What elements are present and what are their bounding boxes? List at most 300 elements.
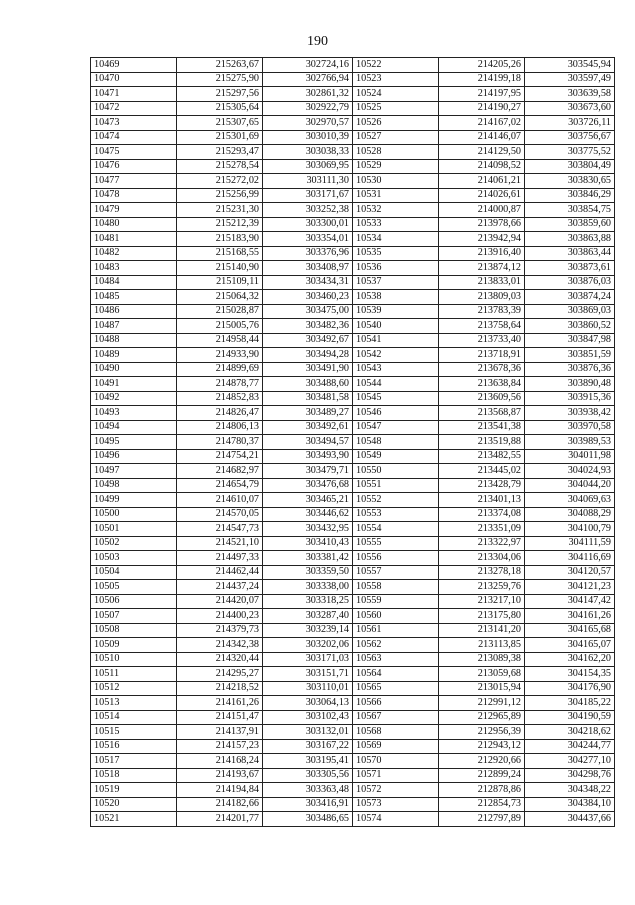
cell-point-number: 10509: [91, 638, 177, 653]
cell-point-number: 10551: [353, 478, 439, 493]
table-row: [91, 72, 615, 87]
cell-x-coordinate: 214878,77: [177, 377, 263, 392]
table-row: [91, 174, 615, 189]
cell-y-coordinate: 303300,01: [263, 217, 353, 232]
cell-point-number: 10550: [353, 464, 439, 479]
cell-x-coordinate: 214137,91: [177, 725, 263, 740]
table-row: [91, 681, 615, 696]
table-row: [91, 58, 615, 73]
cell-y-coordinate: 303876,03: [525, 275, 615, 290]
table-row: [91, 319, 615, 334]
cell-point-number: 10573: [353, 797, 439, 812]
cell-x-coordinate: 213758,64: [439, 319, 525, 334]
cell-x-coordinate: 214570,05: [177, 507, 263, 522]
cell-x-coordinate: 214194,84: [177, 783, 263, 798]
cell-y-coordinate: 303305,56: [263, 768, 353, 783]
table-row: [91, 551, 615, 566]
cell-point-number: 10507: [91, 609, 177, 624]
table-row: [91, 478, 615, 493]
cell-x-coordinate: 214168,24: [177, 754, 263, 769]
cell-x-coordinate: 215231,30: [177, 203, 263, 218]
cell-point-number: 10489: [91, 348, 177, 363]
cell-y-coordinate: 303874,24: [525, 290, 615, 305]
cell-point-number: 10491: [91, 377, 177, 392]
cell-point-number: 10516: [91, 739, 177, 754]
cell-y-coordinate: 303064,13: [263, 696, 353, 711]
cell-y-coordinate: 303381,42: [263, 551, 353, 566]
cell-y-coordinate: 303038,33: [263, 145, 353, 160]
cell-point-number: 10548: [353, 435, 439, 450]
cell-point-number: 10572: [353, 783, 439, 798]
cell-x-coordinate: 213809,03: [439, 290, 525, 305]
table-row: [91, 377, 615, 392]
cell-y-coordinate: 303482,36: [263, 319, 353, 334]
cell-y-coordinate: 303989,53: [525, 435, 615, 450]
cell-x-coordinate: 214958,44: [177, 333, 263, 348]
cell-y-coordinate: 304244,77: [525, 739, 615, 754]
cell-point-number: 10533: [353, 217, 439, 232]
cell-point-number: 10481: [91, 232, 177, 247]
cell-y-coordinate: 303338,00: [263, 580, 353, 595]
cell-point-number: 10500: [91, 507, 177, 522]
cell-x-coordinate: 214295,27: [177, 667, 263, 682]
cell-y-coordinate: 304165,68: [525, 623, 615, 638]
cell-y-coordinate: 303202,06: [263, 638, 353, 653]
cell-x-coordinate: 214193,67: [177, 768, 263, 783]
cell-y-coordinate: 303363,48: [263, 783, 353, 798]
table-row: [91, 348, 615, 363]
cell-point-number: 10553: [353, 507, 439, 522]
cell-point-number: 10512: [91, 681, 177, 696]
cell-x-coordinate: 214933,90: [177, 348, 263, 363]
cell-point-number: 10482: [91, 246, 177, 261]
cell-x-coordinate: 214682,97: [177, 464, 263, 479]
cell-y-coordinate: 303408,97: [263, 261, 353, 276]
cell-y-coordinate: 303673,60: [525, 101, 615, 116]
cell-x-coordinate: 212878,86: [439, 783, 525, 798]
table-row: [91, 333, 615, 348]
table-row: [91, 101, 615, 116]
cell-point-number: 10541: [353, 333, 439, 348]
cell-y-coordinate: 303851,59: [525, 348, 615, 363]
cell-x-coordinate: 214462,44: [177, 565, 263, 580]
cell-y-coordinate: 303479,71: [263, 464, 353, 479]
cell-x-coordinate: 215064,32: [177, 290, 263, 305]
cell-y-coordinate: 304044,20: [525, 478, 615, 493]
cell-x-coordinate: 214205,26: [439, 58, 525, 73]
cell-point-number: 10508: [91, 623, 177, 638]
table-row: [91, 130, 615, 145]
cell-point-number: 10513: [91, 696, 177, 711]
cell-y-coordinate: 304154,35: [525, 667, 615, 682]
cell-point-number: 10517: [91, 754, 177, 769]
cell-point-number: 10474: [91, 130, 177, 145]
cell-x-coordinate: 215297,56: [177, 87, 263, 102]
cell-x-coordinate: 214151,47: [177, 710, 263, 725]
cell-y-coordinate: 304165,07: [525, 638, 615, 653]
cell-point-number: 10527: [353, 130, 439, 145]
cell-x-coordinate: 213445,02: [439, 464, 525, 479]
cell-y-coordinate: 303111,30: [263, 174, 353, 189]
cell-point-number: 10559: [353, 594, 439, 609]
cell-point-number: 10563: [353, 652, 439, 667]
cell-point-number: 10485: [91, 290, 177, 305]
table-row: [91, 362, 615, 377]
cell-y-coordinate: 303287,40: [263, 609, 353, 624]
cell-x-coordinate: 213259,76: [439, 580, 525, 595]
table-row: [91, 754, 615, 769]
cell-point-number: 10529: [353, 159, 439, 174]
table-row: [91, 536, 615, 551]
cell-x-coordinate: 212965,89: [439, 710, 525, 725]
cell-y-coordinate: 304147,42: [525, 594, 615, 609]
cell-x-coordinate: 212956,39: [439, 725, 525, 740]
cell-point-number: 10534: [353, 232, 439, 247]
cell-y-coordinate: 304190,59: [525, 710, 615, 725]
cell-point-number: 10571: [353, 768, 439, 783]
cell-point-number: 10514: [91, 710, 177, 725]
cell-y-coordinate: 303102,43: [263, 710, 353, 725]
cell-y-coordinate: 302766,94: [263, 72, 353, 87]
cell-point-number: 10499: [91, 493, 177, 508]
cell-point-number: 10501: [91, 522, 177, 537]
cell-y-coordinate: 303252,38: [263, 203, 353, 218]
cell-x-coordinate: 214342,38: [177, 638, 263, 653]
cell-x-coordinate: 213519,88: [439, 435, 525, 450]
cell-x-coordinate: 212991,12: [439, 696, 525, 711]
cell-x-coordinate: 213278,18: [439, 565, 525, 580]
cell-y-coordinate: 303775,52: [525, 145, 615, 160]
cell-x-coordinate: 213733,40: [439, 333, 525, 348]
cell-x-coordinate: 215140,90: [177, 261, 263, 276]
cell-y-coordinate: 303465,21: [263, 493, 353, 508]
table-row: [91, 580, 615, 595]
cell-point-number: 10547: [353, 420, 439, 435]
table-row: [91, 797, 615, 812]
cell-y-coordinate: 302970,57: [263, 116, 353, 131]
table-row: [91, 87, 615, 102]
cell-point-number: 10540: [353, 319, 439, 334]
cell-y-coordinate: 303132,01: [263, 725, 353, 740]
cell-point-number: 10515: [91, 725, 177, 740]
table-row: [91, 710, 615, 725]
cell-x-coordinate: 214806,13: [177, 420, 263, 435]
cell-point-number: 10476: [91, 159, 177, 174]
cell-y-coordinate: 303830,65: [525, 174, 615, 189]
cell-y-coordinate: 302922,79: [263, 101, 353, 116]
cell-point-number: 10537: [353, 275, 439, 290]
cell-y-coordinate: 304121,23: [525, 580, 615, 595]
cell-y-coordinate: 303359,50: [263, 565, 353, 580]
cell-x-coordinate: 212899,24: [439, 768, 525, 783]
cell-y-coordinate: 303434,31: [263, 275, 353, 290]
cell-x-coordinate: 213374,08: [439, 507, 525, 522]
cell-point-number: 10477: [91, 174, 177, 189]
cell-x-coordinate: 213978,66: [439, 217, 525, 232]
cell-x-coordinate: 214610,07: [177, 493, 263, 508]
cell-y-coordinate: 304218,62: [525, 725, 615, 740]
cell-x-coordinate: 214654,79: [177, 478, 263, 493]
cell-point-number: 10544: [353, 377, 439, 392]
cell-y-coordinate: 303915,36: [525, 391, 615, 406]
cell-point-number: 10473: [91, 116, 177, 131]
cell-y-coordinate: 303151,71: [263, 667, 353, 682]
cell-y-coordinate: 304069,63: [525, 493, 615, 508]
cell-x-coordinate: 213783,39: [439, 304, 525, 319]
cell-x-coordinate: 215272,02: [177, 174, 263, 189]
cell-point-number: 10566: [353, 696, 439, 711]
cell-x-coordinate: 213428,79: [439, 478, 525, 493]
table-row: [91, 145, 615, 160]
cell-point-number: 10530: [353, 174, 439, 189]
cell-y-coordinate: 303486,65: [263, 812, 353, 827]
cell-x-coordinate: 213833,01: [439, 275, 525, 290]
cell-point-number: 10564: [353, 667, 439, 682]
cell-x-coordinate: 214167,02: [439, 116, 525, 131]
table-row: [91, 420, 615, 435]
table-row: [91, 725, 615, 740]
cell-y-coordinate: 303847,98: [525, 333, 615, 348]
cell-point-number: 10523: [353, 72, 439, 87]
cell-y-coordinate: 304161,26: [525, 609, 615, 624]
cell-y-coordinate: 304116,69: [525, 551, 615, 566]
cell-y-coordinate: 303545,94: [525, 58, 615, 73]
cell-y-coordinate: 303756,67: [525, 130, 615, 145]
cell-y-coordinate: 303492,67: [263, 333, 353, 348]
cell-x-coordinate: 213482,55: [439, 449, 525, 464]
table-row: [91, 594, 615, 609]
cell-x-coordinate: 215307,65: [177, 116, 263, 131]
cell-point-number: 10567: [353, 710, 439, 725]
cell-x-coordinate: 215005,76: [177, 319, 263, 334]
cell-x-coordinate: 212920,66: [439, 754, 525, 769]
cell-point-number: 10531: [353, 188, 439, 203]
cell-x-coordinate: 213916,40: [439, 246, 525, 261]
cell-x-coordinate: 214061,21: [439, 174, 525, 189]
cell-x-coordinate: 214157,23: [177, 739, 263, 754]
cell-x-coordinate: 214129,50: [439, 145, 525, 160]
table-row: [91, 449, 615, 464]
table-row: [91, 783, 615, 798]
cell-x-coordinate: 215275,90: [177, 72, 263, 87]
cell-y-coordinate: 303890,48: [525, 377, 615, 392]
table-row: [91, 290, 615, 305]
cell-x-coordinate: 214320,44: [177, 652, 263, 667]
cell-point-number: 10487: [91, 319, 177, 334]
cell-y-coordinate: 304162,20: [525, 652, 615, 667]
table-row: [91, 507, 615, 522]
cell-point-number: 10525: [353, 101, 439, 116]
cell-x-coordinate: 214026,61: [439, 188, 525, 203]
cell-x-coordinate: 214146,07: [439, 130, 525, 145]
cell-x-coordinate: 214521,10: [177, 536, 263, 551]
cell-x-coordinate: 213322,97: [439, 536, 525, 551]
cell-point-number: 10472: [91, 101, 177, 116]
cell-x-coordinate: 213718,91: [439, 348, 525, 363]
cell-y-coordinate: 304100,79: [525, 522, 615, 537]
table-row: [91, 812, 615, 827]
cell-point-number: 10522: [353, 58, 439, 73]
cell-y-coordinate: 303416,91: [263, 797, 353, 812]
cell-point-number: 10497: [91, 464, 177, 479]
cell-point-number: 10490: [91, 362, 177, 377]
cell-point-number: 10554: [353, 522, 439, 537]
cell-y-coordinate: 303476,68: [263, 478, 353, 493]
table-row: [91, 667, 615, 682]
cell-x-coordinate: 214201,77: [177, 812, 263, 827]
cell-x-coordinate: 214197,95: [439, 87, 525, 102]
cell-point-number: 10555: [353, 536, 439, 551]
cell-x-coordinate: 213351,09: [439, 522, 525, 537]
cell-x-coordinate: 213113,85: [439, 638, 525, 653]
cell-x-coordinate: 213089,38: [439, 652, 525, 667]
coordinates-table: [90, 57, 615, 827]
cell-y-coordinate: 303873,61: [525, 261, 615, 276]
cell-y-coordinate: 303938,42: [525, 406, 615, 421]
cell-y-coordinate: 302724,16: [263, 58, 353, 73]
cell-y-coordinate: 303354,01: [263, 232, 353, 247]
cell-y-coordinate: 304120,57: [525, 565, 615, 580]
cell-x-coordinate: 213568,87: [439, 406, 525, 421]
cell-y-coordinate: 303488,60: [263, 377, 353, 392]
cell-x-coordinate: 213942,94: [439, 232, 525, 247]
table-row: [91, 203, 615, 218]
cell-y-coordinate: 303876,36: [525, 362, 615, 377]
cell-x-coordinate: 215293,47: [177, 145, 263, 160]
cell-point-number: 10542: [353, 348, 439, 363]
cell-point-number: 10479: [91, 203, 177, 218]
cell-point-number: 10560: [353, 609, 439, 624]
cell-x-coordinate: 213175,80: [439, 609, 525, 624]
cell-point-number: 10526: [353, 116, 439, 131]
cell-x-coordinate: 214199,18: [439, 72, 525, 87]
cell-y-coordinate: 303110,01: [263, 681, 353, 696]
cell-x-coordinate: 214420,07: [177, 594, 263, 609]
cell-point-number: 10518: [91, 768, 177, 783]
table-row: [91, 261, 615, 276]
cell-point-number: 10505: [91, 580, 177, 595]
cell-y-coordinate: 303804,49: [525, 159, 615, 174]
cell-y-coordinate: 304185,22: [525, 696, 615, 711]
cell-x-coordinate: 214754,21: [177, 449, 263, 464]
table-row: [91, 391, 615, 406]
table-row: [91, 188, 615, 203]
cell-point-number: 10469: [91, 58, 177, 73]
cell-y-coordinate: 303481,58: [263, 391, 353, 406]
cell-point-number: 10510: [91, 652, 177, 667]
cell-y-coordinate: 304277,10: [525, 754, 615, 769]
table-row: [91, 232, 615, 247]
cell-x-coordinate: 213874,12: [439, 261, 525, 276]
cell-x-coordinate: 214547,73: [177, 522, 263, 537]
cell-x-coordinate: 213141,20: [439, 623, 525, 638]
cell-x-coordinate: 214161,26: [177, 696, 263, 711]
cell-point-number: 10492: [91, 391, 177, 406]
cell-x-coordinate: 215263,67: [177, 58, 263, 73]
cell-point-number: 10496: [91, 449, 177, 464]
cell-x-coordinate: 213401,13: [439, 493, 525, 508]
cell-y-coordinate: 303597,49: [525, 72, 615, 87]
table-row: [91, 696, 615, 711]
cell-point-number: 10536: [353, 261, 439, 276]
cell-point-number: 10486: [91, 304, 177, 319]
cell-y-coordinate: 304437,66: [525, 812, 615, 827]
table-row: [91, 739, 615, 754]
cell-y-coordinate: 303846,29: [525, 188, 615, 203]
table-row: [91, 464, 615, 479]
cell-point-number: 10552: [353, 493, 439, 508]
cell-y-coordinate: 303171,67: [263, 188, 353, 203]
cell-y-coordinate: 303195,41: [263, 754, 353, 769]
cell-y-coordinate: 304384,10: [525, 797, 615, 812]
cell-point-number: 10524: [353, 87, 439, 102]
cell-point-number: 10494: [91, 420, 177, 435]
cell-y-coordinate: 303318,25: [263, 594, 353, 609]
cell-y-coordinate: 303069,95: [263, 159, 353, 174]
cell-x-coordinate: 215109,11: [177, 275, 263, 290]
cell-y-coordinate: 303167,22: [263, 739, 353, 754]
cell-x-coordinate: 214400,23: [177, 609, 263, 624]
cell-x-coordinate: 215301,69: [177, 130, 263, 145]
cell-point-number: 10549: [353, 449, 439, 464]
table-row: [91, 565, 615, 580]
cell-x-coordinate: 212797,89: [439, 812, 525, 827]
cell-y-coordinate: 303494,28: [263, 348, 353, 363]
cell-point-number: 10480: [91, 217, 177, 232]
cell-x-coordinate: 213609,56: [439, 391, 525, 406]
cell-y-coordinate: 303376,96: [263, 246, 353, 261]
cell-x-coordinate: 212943,12: [439, 739, 525, 754]
cell-y-coordinate: 302861,32: [263, 87, 353, 102]
cell-x-coordinate: 213304,06: [439, 551, 525, 566]
cell-x-coordinate: 213541,38: [439, 420, 525, 435]
cell-point-number: 10562: [353, 638, 439, 653]
cell-point-number: 10569: [353, 739, 439, 754]
cell-point-number: 10519: [91, 783, 177, 798]
cell-x-coordinate: 215028,87: [177, 304, 263, 319]
cell-x-coordinate: 215256,99: [177, 188, 263, 203]
cell-point-number: 10557: [353, 565, 439, 580]
table-row: [91, 246, 615, 261]
cell-point-number: 10503: [91, 551, 177, 566]
cell-x-coordinate: 214497,33: [177, 551, 263, 566]
cell-point-number: 10565: [353, 681, 439, 696]
cell-x-coordinate: 215212,39: [177, 217, 263, 232]
cell-y-coordinate: 303171,03: [263, 652, 353, 667]
cell-y-coordinate: 303863,44: [525, 246, 615, 261]
cell-y-coordinate: 303010,39: [263, 130, 353, 145]
cell-point-number: 10543: [353, 362, 439, 377]
coordinates-table-body: [91, 58, 615, 827]
cell-point-number: 10488: [91, 333, 177, 348]
cell-point-number: 10506: [91, 594, 177, 609]
cell-point-number: 10568: [353, 725, 439, 740]
cell-x-coordinate: 215278,54: [177, 159, 263, 174]
cell-point-number: 10556: [353, 551, 439, 566]
cell-y-coordinate: 303869,03: [525, 304, 615, 319]
cell-point-number: 10570: [353, 754, 439, 769]
table-row: [91, 275, 615, 290]
cell-y-coordinate: 303859,60: [525, 217, 615, 232]
cell-point-number: 10546: [353, 406, 439, 421]
cell-x-coordinate: 215183,90: [177, 232, 263, 247]
cell-y-coordinate: 303432,95: [263, 522, 353, 537]
cell-point-number: 10493: [91, 406, 177, 421]
cell-point-number: 10498: [91, 478, 177, 493]
cell-x-coordinate: 212854,73: [439, 797, 525, 812]
cell-y-coordinate: 303492,61: [263, 420, 353, 435]
cell-point-number: 10561: [353, 623, 439, 638]
